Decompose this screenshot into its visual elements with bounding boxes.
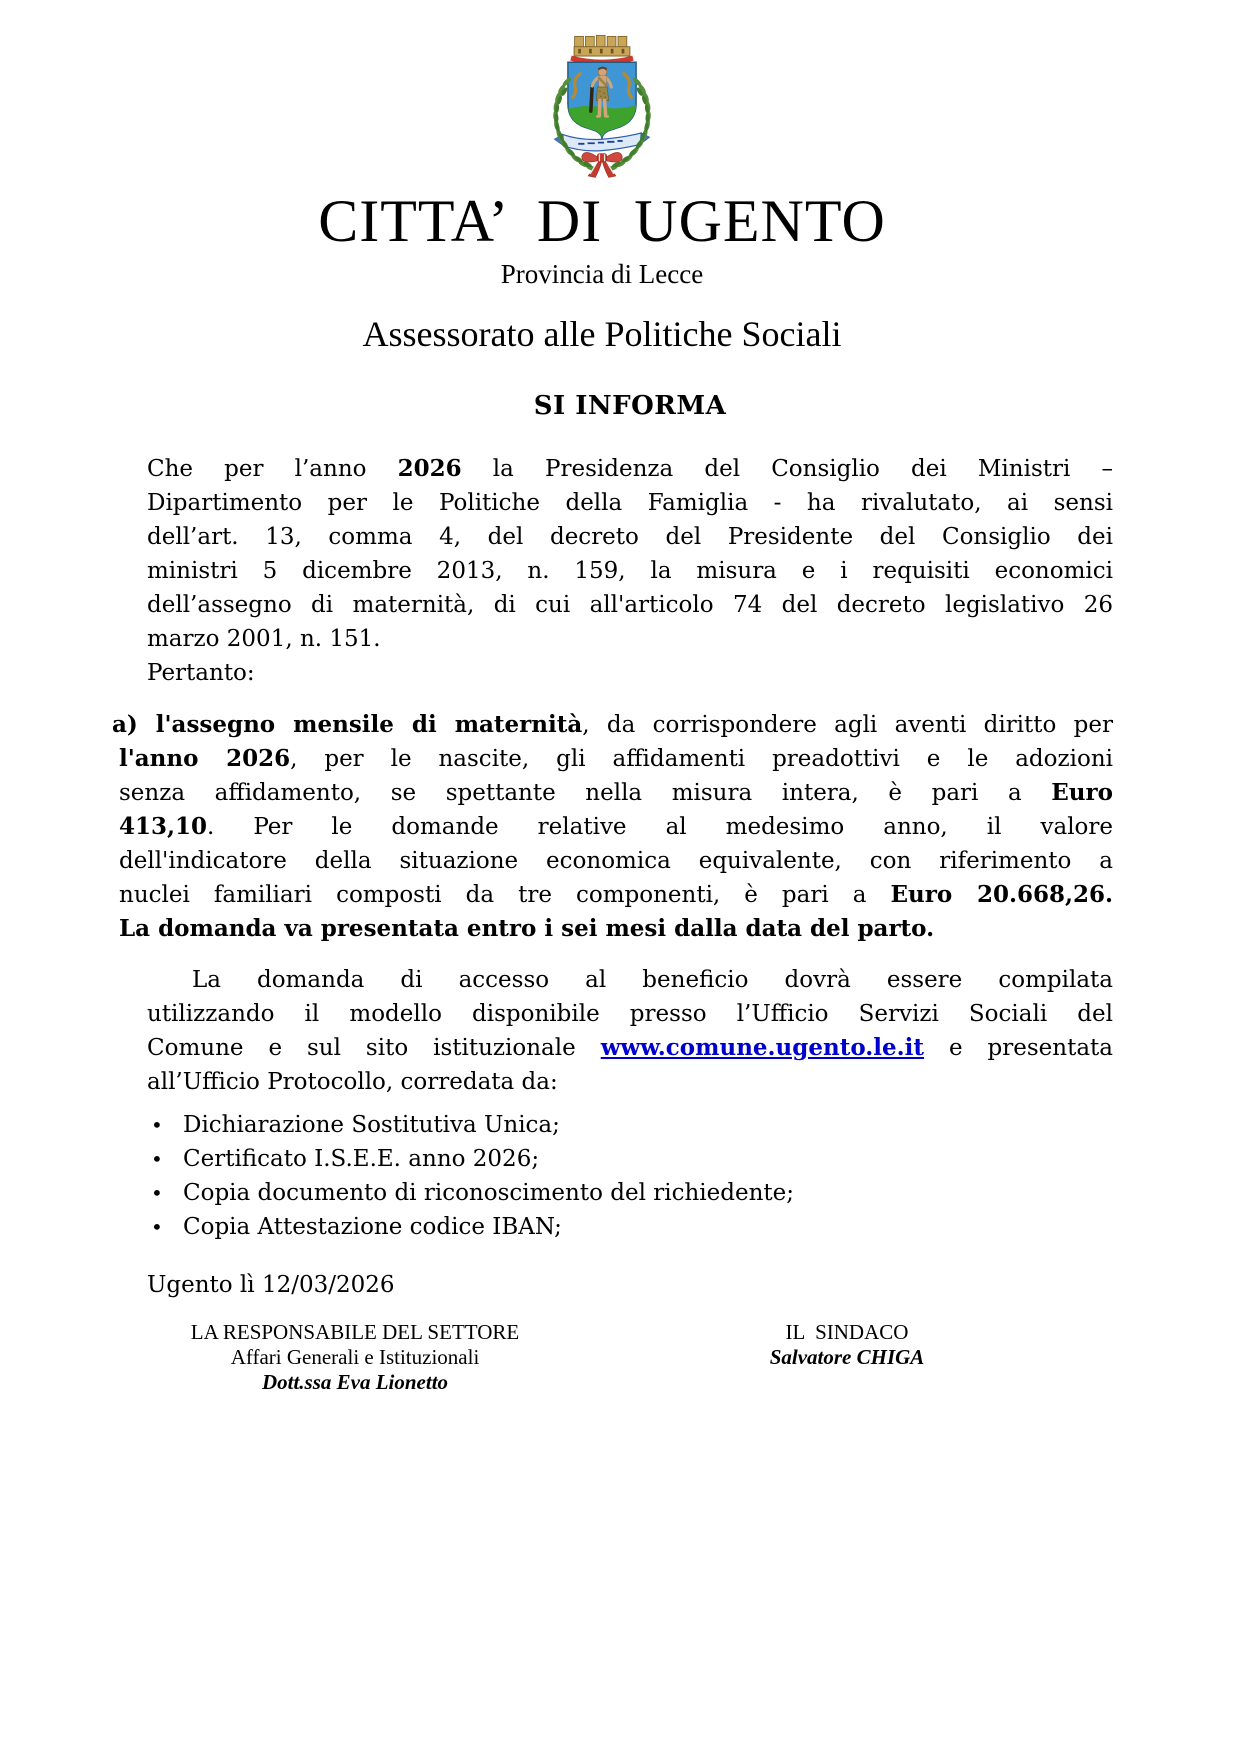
signature-name: Salvatore CHIGA [769,1345,925,1369]
text-line [147,588,1113,622]
province-subtitle: Provincia di Lecce [500,259,704,289]
text-segment: a) l'assegno mensile di maternità [112,711,583,738]
text-segment: Dipartimento per le Politiche della Famiglia - ha rivalutato, ai sensi [147,490,1113,516]
signature-office: Affari Generali e Istituzionali [230,1345,480,1369]
website-link[interactable]: www.comune.ugento.le.it [600,1034,925,1061]
text-line [147,1065,1113,1099]
text-line [112,708,1114,742]
text-line [119,776,1113,810]
text-segment: Pertanto: [147,660,255,686]
text-line [119,810,1113,844]
text-segment: l'anno 2026 [119,745,291,772]
text-line [147,520,1113,554]
notice-heading: SI INFORMA [533,391,727,421]
text-segment: dell’assegno di maternità, di cui all'articolo 74 del decreto legislativo 26 [147,592,1113,618]
signature-right [707,1320,987,1370]
list-item-text: Copia Attestazione codice IBAN; [183,1214,562,1240]
bullet-icon: • [151,1113,163,1137]
text-line [147,486,1113,520]
text-segment: nuclei familiari composti da tre componenti, è pari a [119,882,891,908]
text-line [119,878,1113,912]
list-item [147,1176,1113,1210]
text-line [147,963,1113,997]
text-segment: utilizzando il modello disponibile presso l’Ufficio Servizi Sociali del [147,1001,1113,1027]
text-line [147,1031,1113,1065]
text-segment: Euro [1051,779,1113,806]
text-line [147,554,1113,588]
text-segment: Che per l’anno [147,456,398,482]
text-line [147,997,1113,1031]
text-line [119,742,1113,776]
text-segment: 2026 [397,455,462,482]
list-item-text: Certificato I.S.E.E. anno 2026; [183,1146,540,1172]
list-item-text: Copia documento di riconoscimento del richiedente; [183,1180,795,1206]
text-segment: , per le nascite, gli affidamenti preadottivi e le adozioni [290,746,1113,772]
signature-block [147,1320,1113,1420]
signature-role: IL SINDACO [785,1320,909,1344]
city-title: CITTA’ DI UGENTO [318,188,886,254]
text-segment: Euro 20.668,26. [890,881,1113,908]
text-segment: . Per le domande relative al medesimo anno, il valore [207,814,1113,840]
text-segment: la Presidenza del Consiglio dei Ministri – [461,456,1113,482]
dateline: Ugento lì 12/03/2026 [147,1272,395,1298]
shield-icon [568,62,636,138]
mural-crown-icon [571,35,633,62]
paragraph-intro [147,452,1113,690]
text-segment: La domanda va presentata entro i sei mesi dalla data del parto. [119,915,935,942]
text-segment: Comune e sul sito istituzionale [147,1035,601,1061]
signature-left [187,1320,523,1395]
text-segment: dell'indicatore della situazione economica equivalente, con riferimento a [119,848,1113,874]
paragraph-item-a [112,708,1114,946]
text-segment: ministri 5 dicembre 2013, n. 159, la misura e i requisiti economici [147,558,1113,584]
text-segment: dell’art. 13, comma 4, del decreto del Presidente del Consiglio dei [147,524,1113,550]
text-segment: , da corrispondere agli aventi diritto per [582,712,1114,738]
text-segment: marzo 2001, n. 151. [147,626,381,652]
list-item-text: Dichiarazione Sostitutiva Unica; [183,1112,560,1138]
text-segment: senza affidamento, se spettante nella misura intera, è pari a [119,780,1052,806]
signature-name: Dott.ssa Eva Lionetto [261,1370,449,1394]
document-header [119,25,1085,357]
attachments-list [147,1108,1113,1244]
bullet-icon: • [151,1215,163,1239]
text-line [119,844,1113,878]
bullet-icon: • [151,1181,163,1205]
text-segment: La domanda di accesso al beneficio dovrà essere compilata [192,967,1113,993]
list-item [147,1108,1113,1142]
paragraph-application [147,963,1113,1099]
department-title: Assessorato alle Politiche Sociali [362,314,842,354]
text-line [119,912,1113,946]
text-segment: all’Ufficio Protocollo, corredata da: [147,1069,558,1095]
document-body [112,390,1114,1420]
list-item [147,1210,1113,1244]
list-item [147,1142,1113,1176]
text-line [147,452,1113,486]
text-line [147,656,1113,690]
signature-role: LA RESPONSABILE DEL SETTORE [190,1320,520,1344]
text-segment: e presentata [924,1035,1114,1061]
bullet-icon: • [151,1147,163,1171]
text-segment: 413,10 [119,813,208,840]
text-line [147,622,1113,656]
ugento-coat-of-arms-icon [540,25,664,178]
